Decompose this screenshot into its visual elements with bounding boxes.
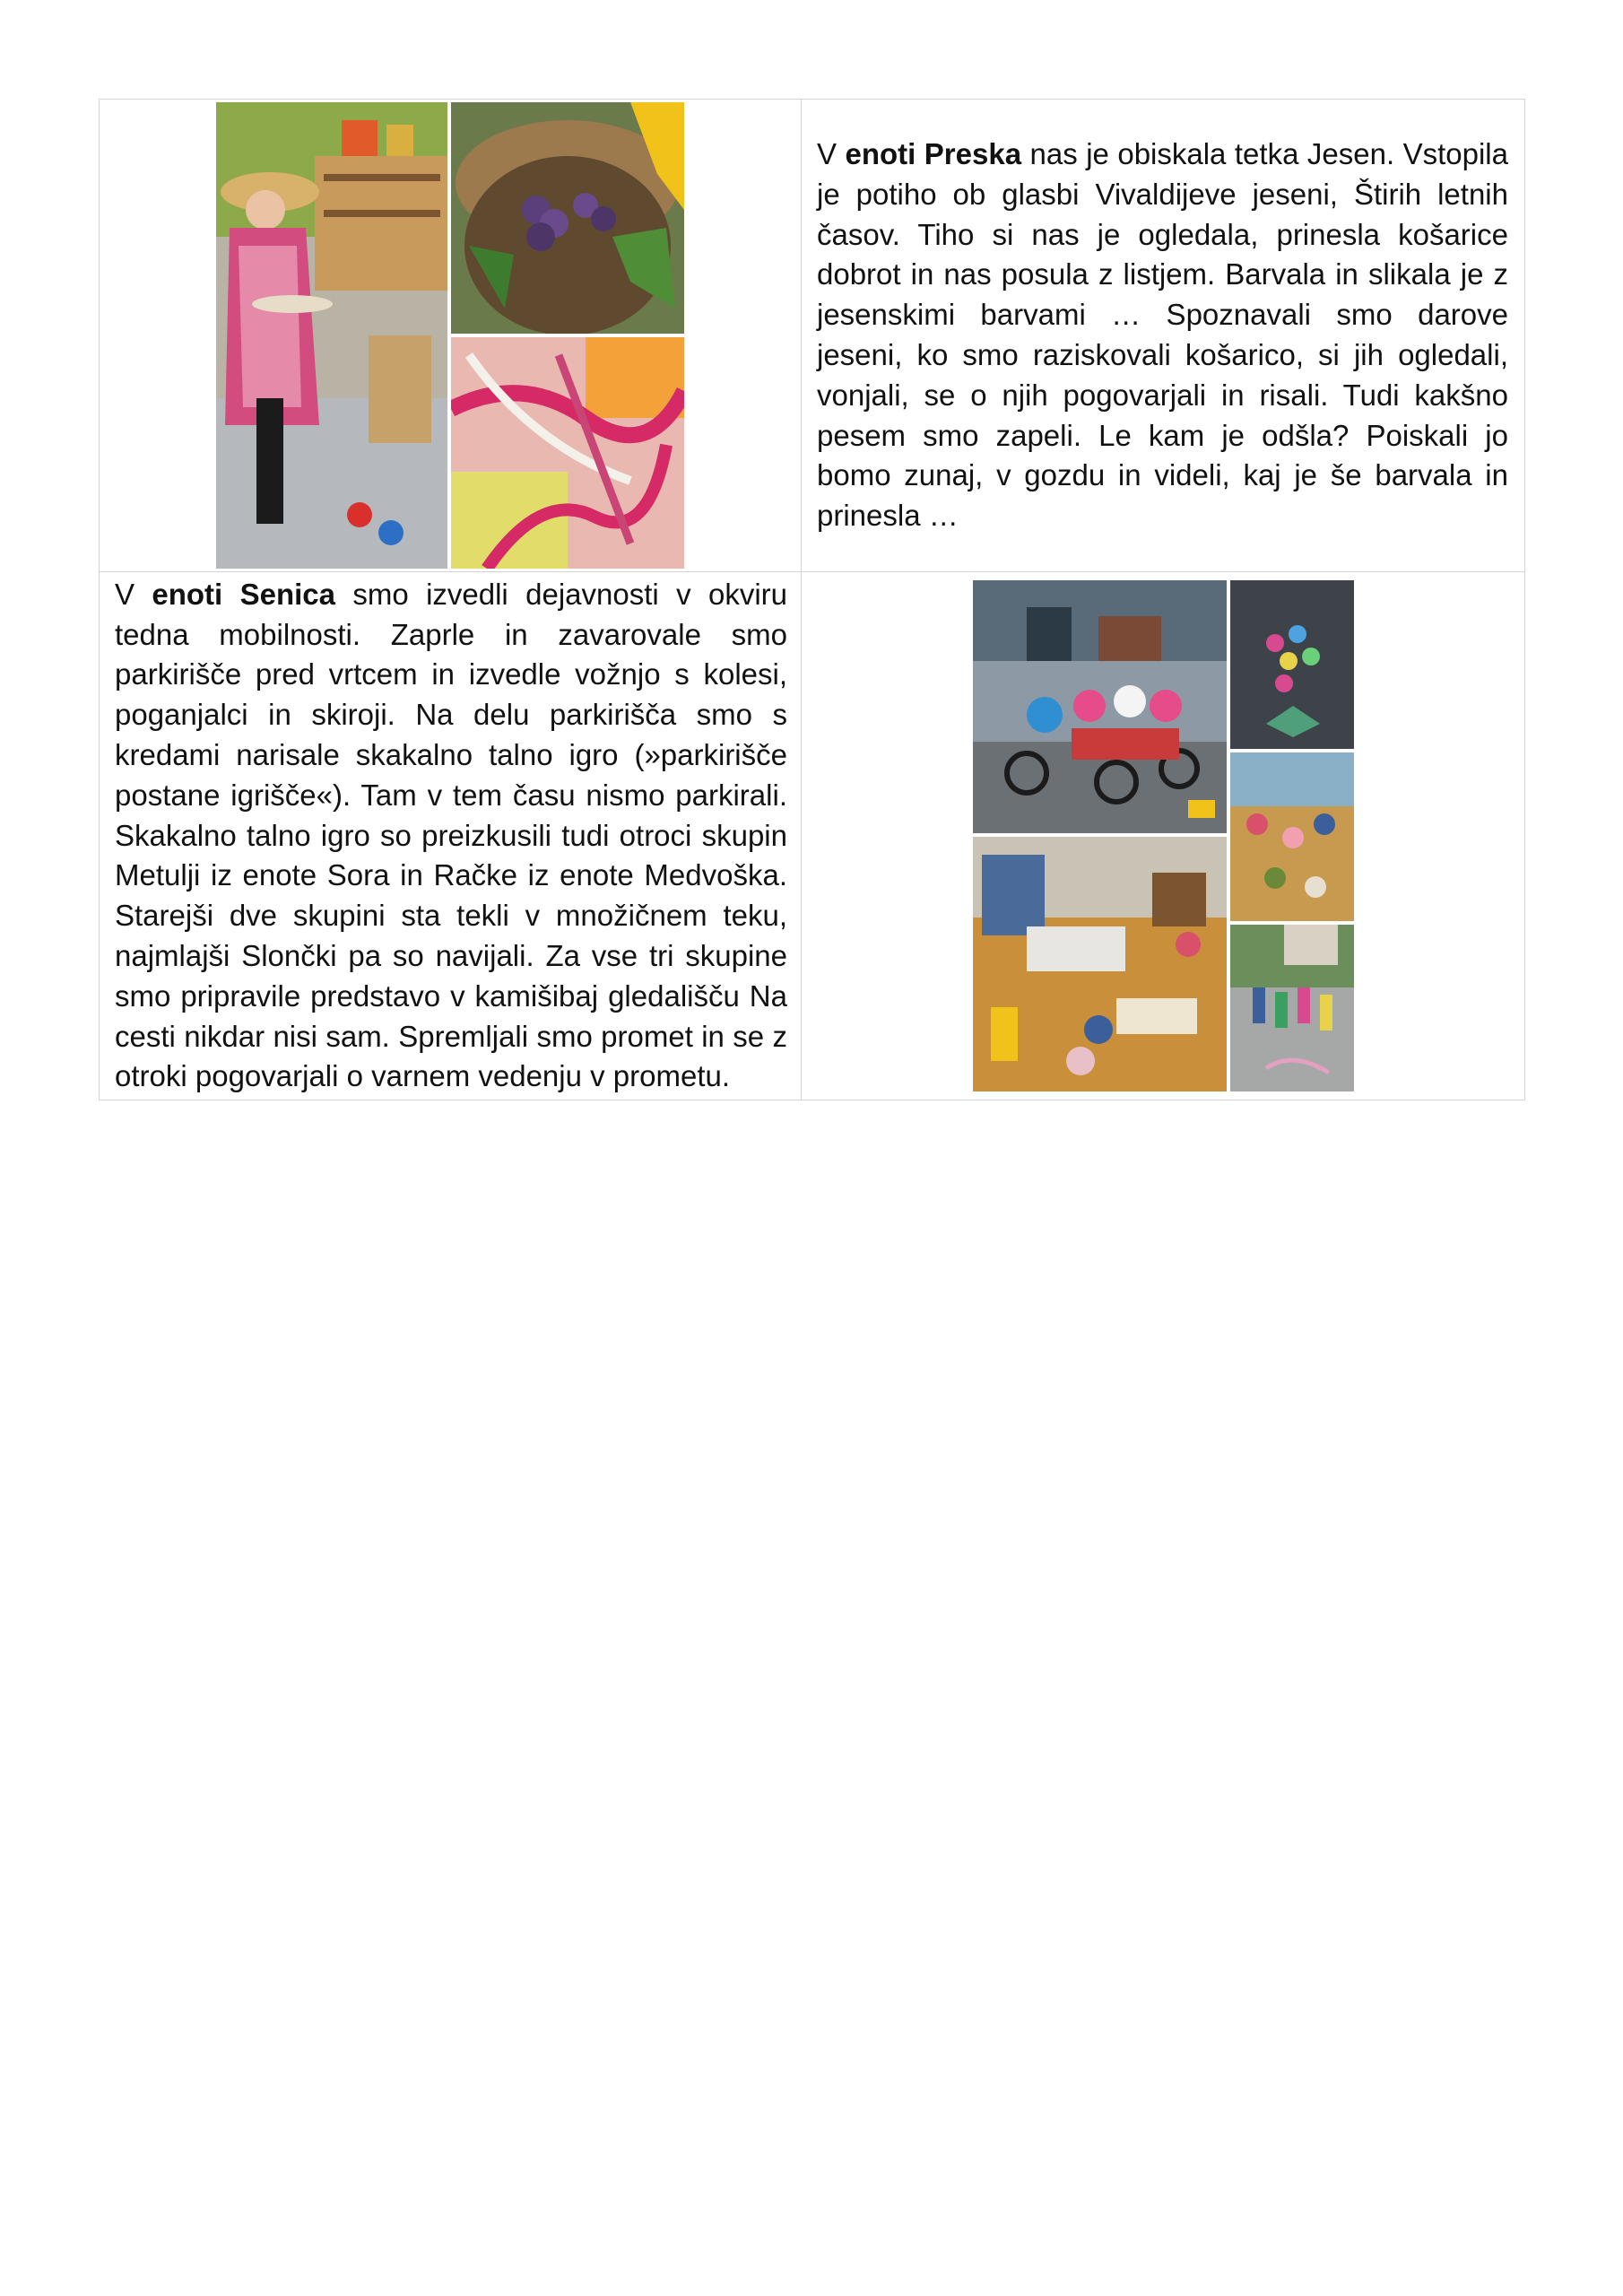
- paragraph-lead: V: [817, 137, 846, 171]
- photo-collage-senica: [973, 580, 1354, 1091]
- paragraph-preska: [817, 135, 1508, 536]
- paragraph-body: nas je obiskala tetka Jesen. Vstopila je potiho ob glasbi Vivaldijeve jeseni, Štirih letnih časov. Tiho si nas je ogledala, prinesla košarice dobrot in nas posula z listjem. Barvala in slikala je z jesenskimi barvami … Spoznavali smo darove jeseni, ko smo raziskovali košarico, si jih ogledali, vonjali, se o njih pogovarjali in risali. Tudi kakšno pesem smo zapeli. Le kam je odšla? Poiskali jo bomo zunaj, v gozdu in videli, kaj je še barvala in prinesla …: [817, 137, 1508, 533]
- photo-collage-preska: [216, 102, 684, 569]
- photo-hopscotch: [1230, 580, 1354, 749]
- photo-basket: [451, 102, 684, 334]
- photo-bikes: [973, 580, 1227, 833]
- unit-name-senica: enoti Senica: [152, 577, 335, 611]
- photo-cell-preska: [100, 100, 802, 572]
- paragraph-body: smo izvedli dejavnosti v okviru tedna mobilnosti. Zaprle in zavarovale smo parkirišče pred vrtcem in izvedle vožnjo s kolesi, poganjalci in skiroji. Na delu parkirišča smo s kredami narisale skakalno talno igro (»parkirišče postane igrišče«). Tam v tem času nismo parkirali. Skakalno talno igro so preizkusili tudi otroci skupin Metulji iz enote Sora in Račke iz enote Medvoška. Starejši dve skupini sta tekli v množičnem teku, najmlajši Slončki pa so navijali. Za vse tri skupine smo pripravile predstavo v kamišibaj gledališču Na cesti nikdar nisi sam. Spremljali smo promet in se z otroki pogovarjali o varnem vedenju v prometu.: [115, 577, 787, 1093]
- photo-painting: [451, 337, 684, 569]
- photo-outdoor-group: [1230, 925, 1354, 1091]
- photo-indoor-play: [1230, 752, 1354, 921]
- paragraph-lead: V: [115, 577, 152, 611]
- content-table: [99, 99, 1525, 1100]
- photo-autumn-visitor: [216, 102, 447, 569]
- text-cell-preska: [802, 100, 1525, 572]
- photo-cell-senica: [802, 572, 1525, 1100]
- photo-classroom: [973, 837, 1227, 1091]
- text-cell-senica: [100, 572, 802, 1100]
- paragraph-senica: [115, 575, 787, 1097]
- unit-name-preska: enoti Preska: [845, 137, 1022, 171]
- table-row: [100, 100, 1525, 572]
- table-row: [100, 572, 1525, 1100]
